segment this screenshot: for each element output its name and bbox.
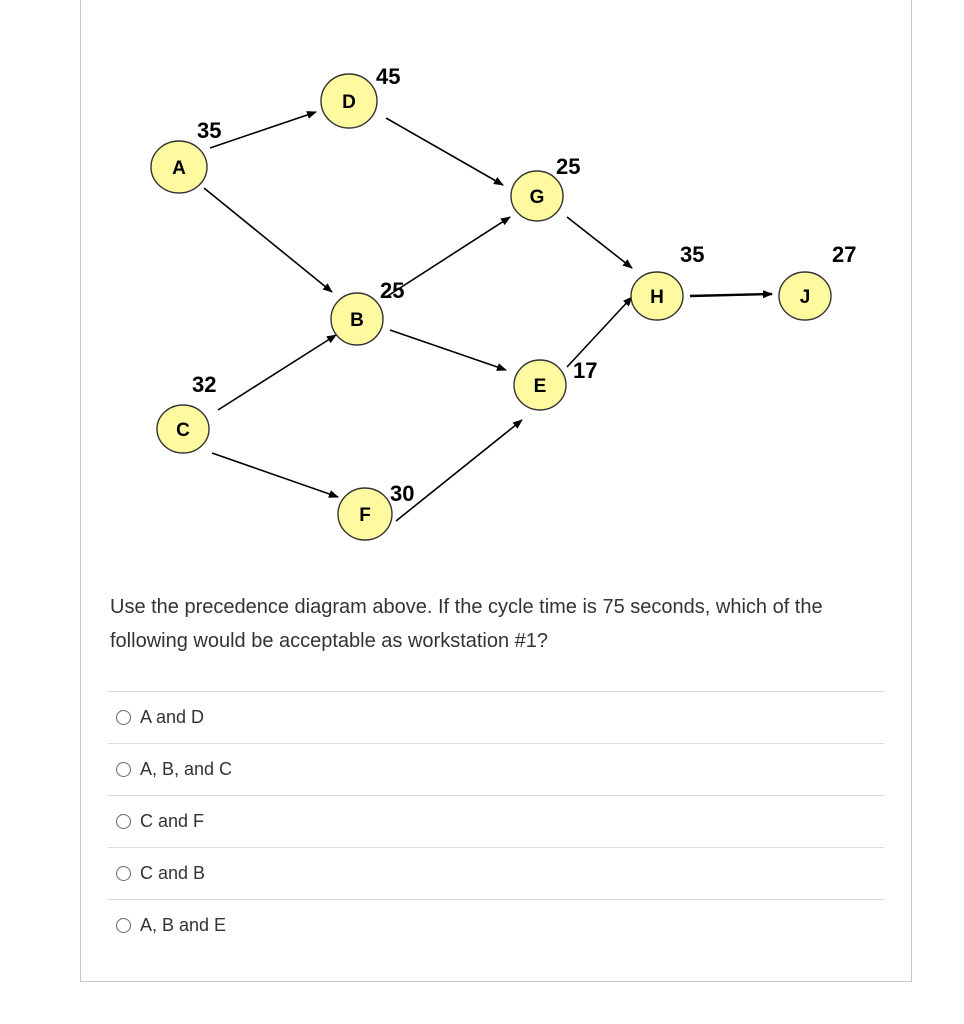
time-label-c: 32: [192, 372, 217, 397]
node-h: [631, 272, 683, 320]
edge-c-b: [218, 335, 336, 410]
radio-button[interactable]: [116, 762, 131, 777]
edge-a-b: [204, 188, 332, 292]
time-label-e: 17: [573, 358, 598, 383]
node-b: [331, 293, 383, 345]
option-label: C and B: [140, 863, 206, 883]
time-label-f: 30: [390, 481, 415, 506]
edge-g-h: [567, 217, 632, 268]
svg-text:B: B: [350, 310, 364, 331]
edge-c-f: [212, 453, 338, 497]
time-label-h: 35: [680, 242, 705, 267]
diagram-edges: [204, 112, 772, 521]
radio-button[interactable]: [116, 814, 131, 829]
svg-text:C: C: [176, 420, 190, 441]
option-label: C and F: [140, 811, 205, 831]
radio-button[interactable]: [116, 866, 131, 881]
edge-a-d: [210, 112, 316, 148]
node-e: [514, 360, 566, 410]
edge-b-g: [386, 217, 510, 297]
option-c-and-f[interactable]: [108, 795, 884, 847]
option-a-and-d[interactable]: [108, 691, 884, 743]
radio-button[interactable]: [116, 918, 131, 933]
option-label: A, B, and C: [140, 759, 233, 779]
svg-text:F: F: [359, 505, 371, 526]
time-label-b: 25: [380, 278, 405, 303]
option-a-b-and-c[interactable]: [108, 743, 884, 795]
option-label: A, B and E: [140, 915, 227, 935]
node-c: [157, 405, 209, 453]
edge-b-e: [390, 330, 506, 370]
answer-options: [108, 691, 884, 951]
task-time-labels: [192, 64, 856, 506]
node-a: [151, 141, 207, 193]
edge-h-j: [690, 294, 772, 296]
node-f: [338, 488, 392, 540]
svg-text:H: H: [650, 287, 664, 308]
time-label-j: 27: [832, 242, 857, 267]
svg-text:J: J: [799, 287, 811, 308]
time-label-g: 25: [556, 154, 581, 179]
option-label: A and D: [140, 707, 205, 727]
node-d: [321, 74, 377, 128]
svg-text:D: D: [342, 92, 356, 113]
radio-button[interactable]: [116, 710, 131, 725]
question-text: Use the precedence diagram above. If the cycle time is 75 seconds, which of the following would be acceptable as workstation #1?: [110, 596, 823, 652]
svg-text:G: G: [529, 187, 545, 208]
edge-f-e: [396, 420, 522, 521]
time-label-a: 35: [197, 118, 222, 143]
option-c-and-b[interactable]: [108, 847, 884, 899]
option-a-b-and-e[interactable]: [108, 899, 884, 951]
edge-d-g: [386, 118, 503, 185]
svg-text:E: E: [533, 376, 547, 397]
diagram-nodes: [151, 74, 831, 540]
time-label-d: 45: [376, 64, 401, 89]
node-j: [779, 272, 831, 320]
svg-text:A: A: [172, 158, 186, 179]
edge-e-h: [567, 297, 632, 367]
